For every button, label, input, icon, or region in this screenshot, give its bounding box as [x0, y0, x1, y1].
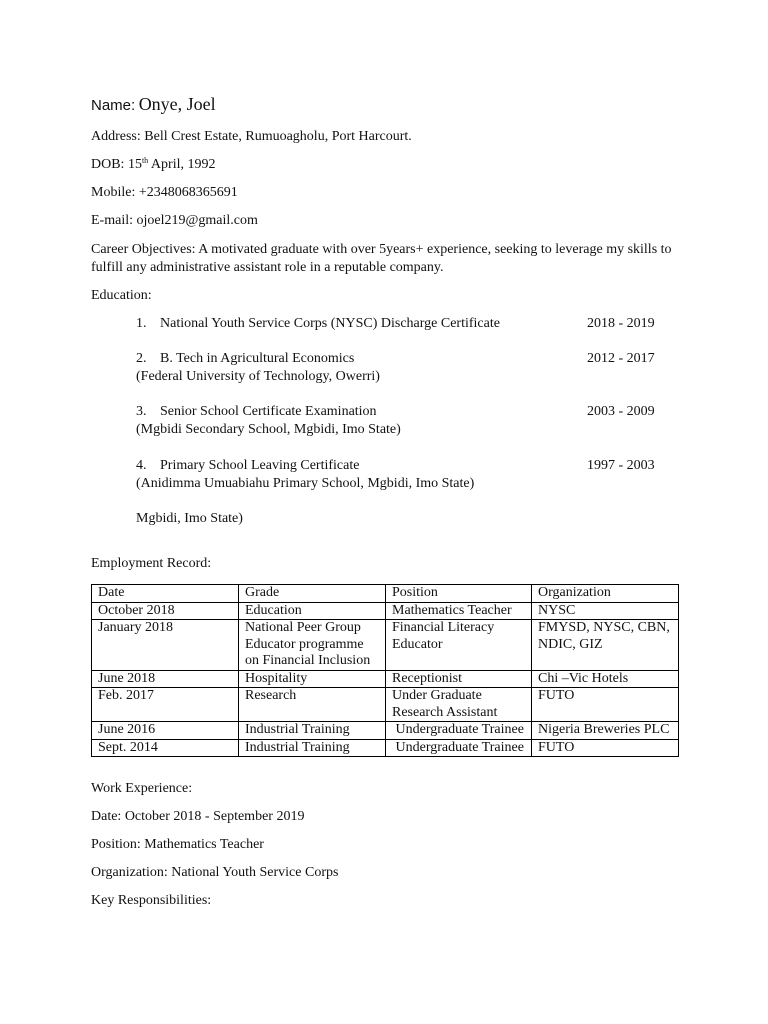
table-row: [92, 602, 679, 620]
education-item-number: 4.: [136, 458, 147, 473]
column-header-position: Position: [386, 585, 532, 603]
table-cell: FUTO: [532, 688, 679, 722]
education-item-3: [136, 404, 377, 420]
education-item-number: 1.: [136, 316, 147, 331]
education-item-years: 2018 - 2019: [587, 316, 655, 331]
career-objectives: Career Objectives: A motivated graduate with over 5years+ experience, seeking to leverage my skills to fulfill any administrative assistant role in a reputable company.: [91, 242, 672, 275]
table-cell: Under Graduate Research Assistant: [386, 688, 532, 722]
education-item-title: Senior School Certificate Examination: [160, 404, 377, 419]
education-trailing-text: Mgbidi, Imo State): [136, 511, 243, 526]
table-cell: National Peer Group Educator programme on Financial Inclusion: [239, 620, 386, 671]
table-header-row: [92, 585, 679, 603]
table-cell: Chi –Vic Hotels: [532, 670, 679, 688]
table-cell: Undergraduate Trainee: [386, 739, 532, 757]
work-experience-organization: Organization: National Youth Service Corps: [91, 865, 339, 880]
name-line: [91, 94, 216, 115]
table-cell: Undergraduate Trainee: [386, 722, 532, 740]
employment-heading: Employment Record:: [91, 556, 212, 571]
table-row: [92, 688, 679, 722]
education-item-institution: (Anidimma Umuabiahu Primary School, Mgbidi, Imo State): [136, 476, 475, 491]
education-item-years: 2012 - 2017: [587, 351, 655, 366]
dob-prefix: DOB: 15: [91, 157, 142, 172]
education-item-4: [136, 458, 359, 474]
table-cell: Industrial Training: [239, 739, 386, 757]
work-experience-position: Position: Mathematics Teacher: [91, 837, 264, 852]
table-row: [92, 722, 679, 740]
education-item-institution: (Mgbidi Secondary School, Mgbidi, Imo State): [136, 422, 401, 437]
education-item-title: National Youth Service Corps (NYSC) Discharge Certificate: [160, 316, 500, 331]
table-cell: FMYSD, NYSC, CBN, NDIC, GIZ: [532, 620, 679, 671]
dob-suffix: April, 1992: [148, 157, 216, 172]
table-cell: Hospitality: [239, 670, 386, 688]
employment-table: [91, 584, 679, 757]
education-item-number: 3.: [136, 404, 147, 419]
education-item-1: [136, 316, 500, 332]
education-item-years: 1997 - 2003: [587, 458, 655, 473]
work-experience-heading: Work Experience:: [91, 781, 193, 796]
table-cell: Nigeria Breweries PLC: [532, 722, 679, 740]
table-cell: June 2016: [92, 722, 239, 740]
education-item-years: 2003 - 2009: [587, 404, 655, 419]
table-row: [92, 670, 679, 688]
table-cell: Education: [239, 602, 386, 620]
table-cell: January 2018: [92, 620, 239, 671]
table-row: [92, 620, 679, 671]
table-cell: Feb. 2017: [92, 688, 239, 722]
table-cell: Research: [239, 688, 386, 722]
table-cell: FUTO: [532, 739, 679, 757]
dob: [91, 157, 215, 173]
dob-ordinal: th: [141, 156, 149, 165]
table-cell: Sept. 2014: [92, 739, 239, 757]
table-cell: Financial Literacy Educator: [386, 620, 532, 671]
key-responsibilities-heading: Key Responsibilities:: [91, 893, 212, 908]
column-header-organization: Organization: [532, 585, 679, 603]
mobile: Mobile: +2348068365691: [91, 185, 238, 200]
education-item-title: B. Tech in Agricultural Economics: [160, 351, 355, 366]
name-label: Name:: [91, 97, 136, 114]
table-cell: NYSC: [532, 602, 679, 620]
column-header-grade: Grade: [239, 585, 386, 603]
table-cell: June 2018: [92, 670, 239, 688]
education-item-number: 2.: [136, 351, 147, 366]
education-item-title: Primary School Leaving Certificate: [160, 458, 360, 473]
table-cell: October 2018: [92, 602, 239, 620]
education-item-2: [136, 351, 354, 367]
work-experience-date: Date: October 2018 - September 2019: [91, 809, 305, 824]
table-cell: Industrial Training: [239, 722, 386, 740]
table-cell: Receptionist: [386, 670, 532, 688]
education-item-institution: (Federal University of Technology, Owerri): [136, 369, 380, 384]
column-header-date: Date: [92, 585, 239, 603]
table-row: [92, 739, 679, 757]
address: Address: Bell Crest Estate, Rumuoagholu, Port Harcourt.: [91, 129, 412, 144]
table-cell: Mathematics Teacher: [386, 602, 532, 620]
email: E-mail: ojoel219@gmail.com: [91, 213, 258, 228]
education-heading: Education:: [91, 288, 152, 303]
name-value: Onye, Joel: [138, 94, 216, 114]
